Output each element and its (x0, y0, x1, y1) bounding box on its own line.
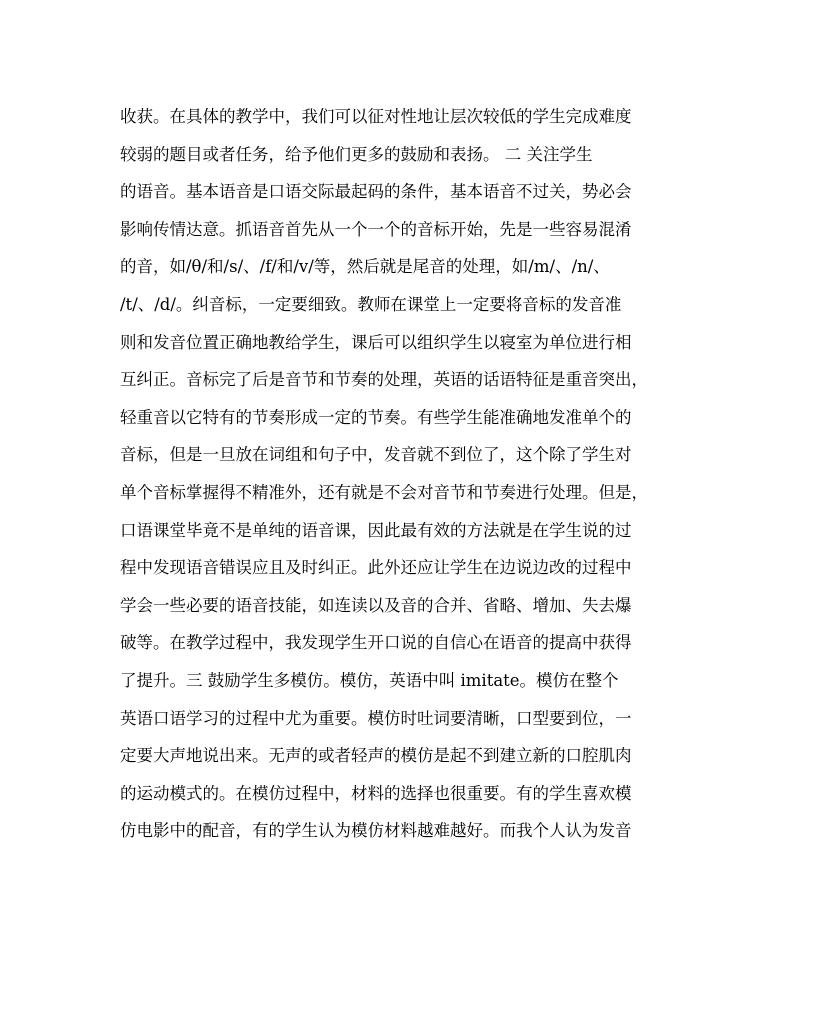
text-line: 则和发音位置正确地教给学生，课后可以组织学生以寝室为单位进行相 (120, 332, 632, 352)
text-line: 的运动模式的。在模仿过程中，材料的选择也很重要。有的学生喜欢模 (120, 783, 632, 803)
text-line: 学会一些必要的语音技能，如连读以及音的合并、省略、增加、失去爆 (120, 595, 632, 615)
text-line: 仿电影中的配音，有的学生认为模仿材料越难越好。而我个人认为发音 (120, 821, 632, 841)
text-line: 较弱的题目或者任务，给予他们更多的鼓励和表扬。 二 关注学生 (120, 144, 593, 164)
text-line: 程中发现语音错误应且及时纠正。此外还应让学生在边说边改的过程中 (120, 558, 632, 578)
text-line: 的语音。基本语音是口语交际最起码的条件，基本语音不过关，势必会 (120, 182, 632, 202)
text-line: 音标，但是一旦放在词组和句子中，发音就不到位了，这个除了学生对 (120, 445, 632, 465)
text-line: 的音，如/θ/和/s/、/f/和/v/等，然后就是尾音的处理，如/m/、/n/、 (120, 257, 610, 277)
text-line: 英语口语学习的过程中尤为重要。模仿时吐词要清晰，口型要到位，一 (120, 708, 632, 728)
body-text (120, 98, 700, 850)
text-line: 口语课堂毕竟不是单纯的语音课，因此最有效的方法就是在学生说的过 (120, 520, 632, 540)
text-line: 收获。在具体的教学中，我们可以征对性地让层次较低的学生完成难度 (120, 107, 632, 126)
text-line: 定要大声地说出来。无声的或者轻声的模仿是起不到建立新的口腔肌肉 (120, 746, 632, 766)
text-line: 单个音标掌握得不精准外，还有就是不会对音节和节奏进行处理。但是， (120, 482, 648, 502)
text-line: 影响传情达意。抓语音首先从一个一个的音标开始，先是一些容易混淆 (120, 219, 632, 239)
text-line: 互纠正。音标完了后是音节和节奏的处理，英语的话语特征是重音突出， (120, 370, 648, 390)
text-line: /t/、/d/。纠音标，一定要细致。教师在课堂上一定要将音标的发音准 (120, 294, 622, 314)
text-line: 轻重音以它特有的节奏形成一定的节奏。有些学生能准确地发准单个的 (120, 407, 632, 427)
text-line: 了提升。三 鼓励学生多模仿。模仿，英语中叫 imitate。模仿在整个 (120, 670, 619, 690)
text-line: 破等。在教学过程中，我发现学生开口说的自信心在语音的提高中获得 (120, 633, 632, 653)
